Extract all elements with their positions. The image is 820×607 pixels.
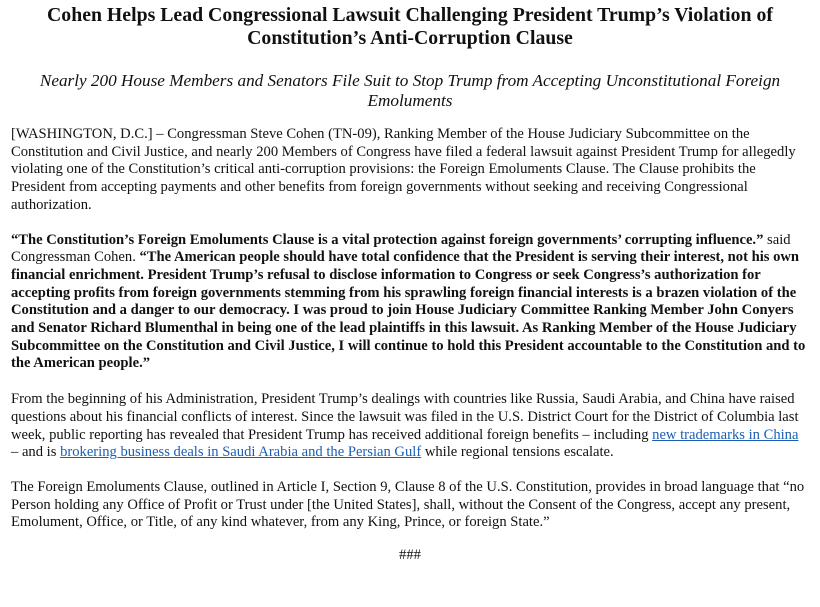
trademarks-china-link[interactable]: new trademarks in China: [652, 426, 799, 443]
context-text-2: – and is: [11, 444, 61, 461]
quote-paragraph: [11, 232, 809, 374]
quote-body: “The American people should have total confidence that the President is serving their interest, not his own financial enrichment. President Trump’s refusal to disclose information to Congress or seek Congress’s authorization for accepting profits from foreign governments stemming from his sprawling foreign financial interests is a brazen violation of the Constitution and a danger to our democracy. I was proud to join House Judiciary Committee Ranking Member John Conyers and Senator Richard Blumenthal in being one of the lead plaintiffs in this lawsuit. As Ranking Member of the House Judiciary Subcommittee on the Constitution and Civil Justice, I will continue to hold this President accountable to the Constitution and to the American people.”: [11, 249, 806, 372]
intro-paragraph: [WASHINGTON, D.C.] – Congressman Steve Cohen (TN-09), Ranking Member of the House Judiciary Subcommittee on the Constitution and Civil Justice, and nearly 200 Members of Congress have filed a federal lawsuit against President Trump for allegedly violating one of the Constitution’s critical anti-corruption provisions: the Foreign Emoluments Clause. The Clause prohibits the President from accepting payments and other benefits from foreign governments without seeking and receiving Congressional authorization.: [11, 126, 796, 213]
clause-paragraph: The Foreign Emoluments Clause, outlined in Article I, Section 9, Clause 8 of the U.S. Constitution, provides in broad language that “no Person holding any Office of Profit or Trust under [the United States], shall, without the Consent of the Congress, accept any present, Emolument, Office, or Title, of any kind whatever, from any King, Prince, or foreign State.”: [11, 478, 805, 531]
quote-opening: “The Constitution’s Foreign Emoluments Clause is a vital protection against foreign governments’ corrupting influence.”: [11, 231, 764, 248]
context-paragraph: [11, 391, 809, 462]
quote-attribution: said Congressman Cohen.: [11, 231, 791, 266]
context-text-1: From the beginning of his Administration, President Trump’s dealings with countries like Russia, Saudi Arabia, and China have raised questions about his financial conflicts of interest. Since the lawsuit was filed in the U.S. District Court for the District of Columbia last week, public reporting has revealed that President Trump has received additional foreign benefits – including: [11, 391, 799, 443]
headline: Cohen Helps Lead Congressional Lawsuit Challenging President Trump’s Violation of Constitution’s Anti-Corruption Clause: [47, 4, 773, 49]
subheadline: Nearly 200 House Members and Senators File Suit to Stop Trump from Accepting Unconstitutional Foreign Emoluments: [39, 71, 781, 110]
business-deals-link[interactable]: brokering business deals in Saudi Arabia and the Persian Gulf: [60, 444, 422, 461]
end-mark: ###: [399, 547, 421, 564]
context-text-3: while regional tensions escalate.: [421, 444, 614, 461]
